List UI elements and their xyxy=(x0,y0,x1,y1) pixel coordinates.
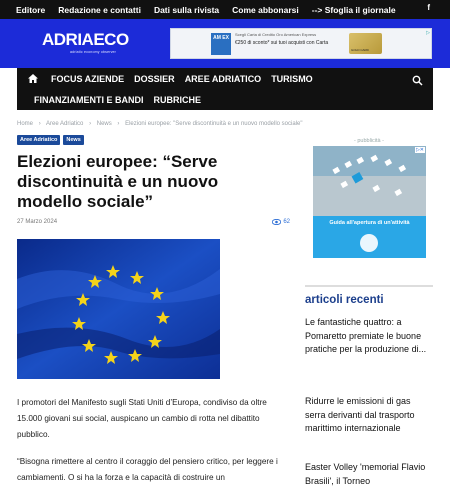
topbar-link-redazione[interactable]: Redazione e contatti xyxy=(58,4,141,15)
logo-text: ADRIAECO xyxy=(42,30,129,49)
nav-focus-aziende[interactable]: FOCUS AZIENDE xyxy=(51,73,125,84)
article-date: 27 Marzo 2024 xyxy=(17,219,58,225)
banner-line2: €250 di sconto* sui tuoi acquisti con Carta xyxy=(235,40,329,46)
amex-logo: AM EX xyxy=(211,33,231,55)
fisco-lavoro-logo xyxy=(360,234,378,252)
logo-tagline: adriatic economy observer xyxy=(70,50,117,54)
topbar-link-sfoglia[interactable]: --> Sfoglia il giornale xyxy=(311,4,396,15)
home-icon[interactable] xyxy=(17,68,49,89)
ad-label: - pubblicità - xyxy=(354,138,384,144)
nav-aree-adriatico[interactable]: AREE ADRIATICO xyxy=(184,73,262,84)
sidebar-ad[interactable] xyxy=(313,146,426,258)
nav-turismo[interactable]: TURISMO xyxy=(271,73,313,84)
article-paragraph-2: “Bisogna rimettere al centro il coraggio del pensiero critico, per leggere i cambiamenti. O si ha la forza e la capacità di costruire un xyxy=(17,457,278,482)
category-tags xyxy=(17,135,84,145)
header-ad-banner[interactable] xyxy=(170,28,432,59)
search-icon[interactable] xyxy=(412,73,423,84)
top-bar xyxy=(0,0,450,19)
sidebar-ad-caption: Guida all'apertura di un'attività xyxy=(329,220,410,226)
tag-news[interactable]: News xyxy=(63,135,83,145)
site-header xyxy=(0,19,450,68)
topbar-link-editore[interactable]: Editore xyxy=(16,4,46,15)
eye-icon xyxy=(272,219,281,225)
article-meta xyxy=(17,219,290,229)
breadcrumb xyxy=(17,121,306,127)
facebook-icon[interactable]: f xyxy=(427,3,430,12)
topbar-link-dati[interactable]: Dati sulla rivista xyxy=(153,4,220,15)
topbar-link-abbonarsi[interactable]: Come abbonarsi xyxy=(232,4,299,15)
gold-card-image xyxy=(349,33,382,54)
ad-choices-icon[interactable]: ▷ xyxy=(426,30,430,36)
breadcrumb-separator: › xyxy=(38,121,41,127)
nav-finanziamenti[interactable]: FINANZIAMENTI E BANDI xyxy=(34,94,144,105)
recent-article-link[interactable]: Ridurre le emissioni di gas serra derivanti dal trasporto marittimo internazionale xyxy=(305,396,415,433)
nav-rubriche[interactable]: RUBRICHE xyxy=(153,94,202,105)
breadcrumb-separator: › xyxy=(89,121,92,127)
recent-articles-header xyxy=(305,285,433,306)
recent-article-link[interactable]: Le fantastiche quattro: a Pomaretto premiate le buone pratiche per la produzione di... xyxy=(305,317,427,354)
article-paragraph-1: I promotori del Manifesto sugli Stati Uniti d’Europa, condiviso da oltre 15.000 giovani sui social, auspicano un cambio di rotta nel dibattito pubblico. xyxy=(17,398,267,439)
breadcrumb-separator: › xyxy=(117,121,120,127)
nav-dossier[interactable]: DOSSIER xyxy=(134,73,175,84)
recent-article-link[interactable]: Easter Volley 'memorial Flavio Brasili', il Torneo xyxy=(305,462,426,486)
view-count-value: 62 xyxy=(283,219,290,225)
breadcrumb-news[interactable]: News xyxy=(96,121,112,127)
view-count xyxy=(272,219,290,225)
recent-articles-title: articoli recenti xyxy=(305,294,384,306)
breadcrumb-aree[interactable]: Aree Adriatico xyxy=(46,121,84,127)
article-title: Elezioni europee: “Serve discontinuità e un nuovo modello sociale” xyxy=(17,152,219,211)
ad-choices-icon[interactable]: ▷✕ xyxy=(415,147,424,153)
tag-aree-adriatico[interactable]: Aree Adriatico xyxy=(17,135,60,145)
card-text: GOLD CARD xyxy=(351,48,369,52)
site-logo[interactable] xyxy=(42,30,129,54)
banner-line1: Scegli Carta di Credito Oro American Express xyxy=(235,32,317,37)
main-nav xyxy=(17,68,433,110)
breadcrumb-home[interactable]: Home xyxy=(17,121,34,127)
breadcrumb-current: Elezioni europee: "Serve discontinuità e un nuovo modello sociale" xyxy=(125,121,303,127)
article-hero-image xyxy=(17,239,220,379)
